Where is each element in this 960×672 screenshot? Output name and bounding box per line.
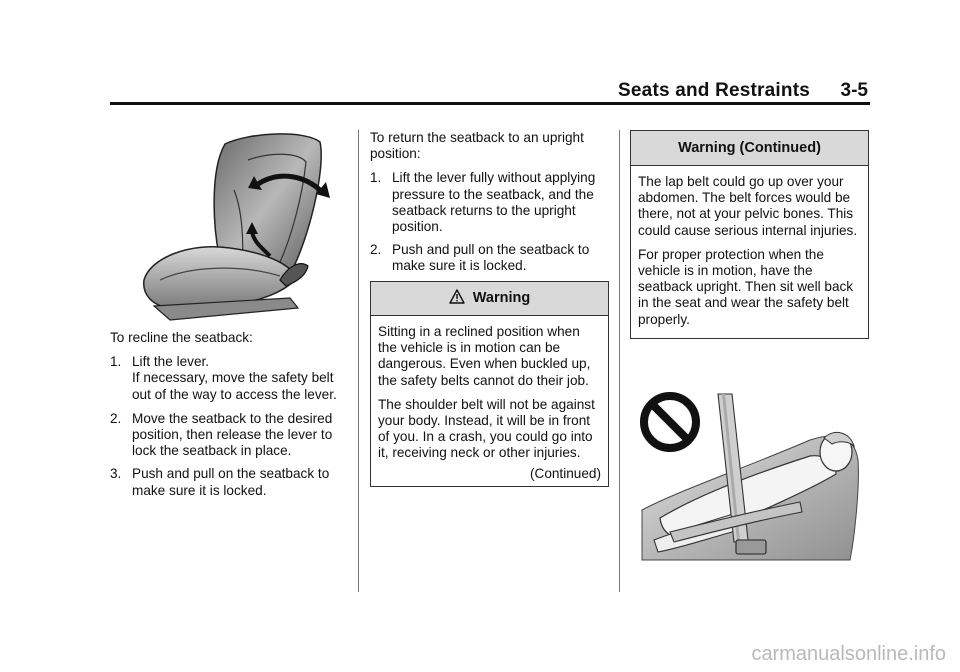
- step-text: Push and pull on the seatback to make sure it is locked.: [392, 242, 590, 274]
- watermark: carmanualsonline.info: [751, 643, 946, 665]
- recline-step-1: [110, 354, 350, 403]
- step-number: 2.: [370, 242, 382, 258]
- upright-step-2: [370, 242, 608, 274]
- warning-paragraph: The lap belt could go up over your abdomen. The belt forces would be there, not at your pelvic bones. This could cause serious internal injuries.: [638, 174, 858, 238]
- reclined-occupant-illustration: [640, 390, 862, 562]
- warning-icon: [449, 289, 465, 304]
- warning-title: Warning: [472, 290, 531, 306]
- warning-box: [370, 281, 609, 487]
- warning-continued-title: Warning (Continued): [678, 140, 821, 156]
- seat-recline-illustration: [130, 130, 346, 322]
- step-text: Lift the lever fully without applying pressure to the seatback, and the seatback returns to the upright position.: [392, 170, 596, 235]
- warning-header: [371, 282, 608, 316]
- warning-paragraph: Sitting in a reclined position when the vehicle is in motion can be dangerous. Even when buckled up, the safety belts cannot do their job.: [378, 324, 591, 388]
- step-text: Move the seatback to the desired position, then release the lever to lock the seatback in place.: [132, 410, 333, 459]
- recline-step-3: [110, 466, 350, 498]
- step-number: 1.: [110, 354, 122, 370]
- upright-step-1: [370, 170, 608, 235]
- step-text: Lift the lever.: [132, 354, 210, 370]
- warning-continued-header: [631, 131, 868, 166]
- continued-label: (Continued): [529, 465, 601, 481]
- middle-column: [370, 130, 608, 282]
- warning-paragraph: The shoulder belt will not be against your body. Instead, it will be in front of you. In a crash, you could go into it, receiving neck or other injuries.: [378, 396, 595, 461]
- header-rule: [110, 102, 870, 105]
- step-sub-text: If necessary, move the safety belt out of the way to access the lever.: [132, 370, 337, 402]
- warning-body: [371, 316, 608, 486]
- step-number: 3.: [110, 466, 122, 482]
- step-text: Push and pull on the seatback to make sure it is locked.: [132, 466, 330, 498]
- left-column: [110, 330, 350, 506]
- column-divider-left: [358, 130, 359, 592]
- warning-paragraph: For proper protection when the vehicle is in motion, have the seatback upright. Then sit well back in the seat and wear the safety belt properly.: [638, 246, 854, 327]
- step-number: 2.: [110, 410, 122, 426]
- warning-continued-box: [630, 130, 869, 339]
- recline-intro: To recline the seatback:: [110, 330, 253, 345]
- upright-steps: [370, 170, 608, 274]
- recline-step-2: [110, 411, 350, 460]
- column-divider-right: [619, 130, 620, 592]
- section-title: Seats and Restraints: [618, 80, 810, 101]
- step-number: 1.: [370, 170, 382, 186]
- page-number: 3-5: [840, 80, 868, 101]
- upright-intro: To return the seatback to an upright position:: [370, 130, 584, 162]
- warning-continued-body: [631, 166, 868, 338]
- recline-steps: [110, 354, 350, 499]
